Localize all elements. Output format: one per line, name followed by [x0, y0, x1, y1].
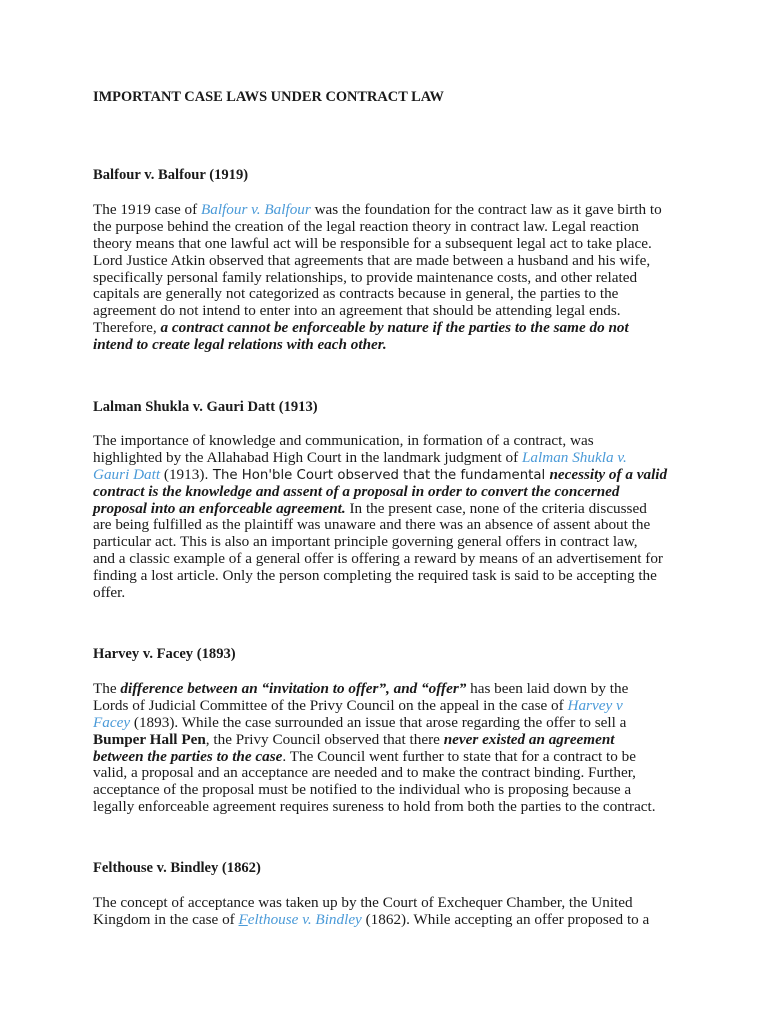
case-link-lalman-shukla[interactable]: Gauri Datt [93, 465, 161, 483]
paragraph-line [93, 467, 685, 484]
paragraph-line [93, 912, 685, 929]
emphasis-text: difference between an “invitation to offer”, and “offer” [120, 680, 467, 697]
paragraph-line [93, 698, 685, 715]
paragraph-line: and a classic example of a general offer is offering a reward by means of an advertisement for [93, 550, 663, 568]
paragraph-line: capitals are generally not categorized as contracts because in general, the parties to the [93, 285, 619, 303]
paragraph-line: the purpose behind the creation of the legal reaction theory in contract law. Legal reaction [93, 217, 639, 235]
emphasis-text: contract is the knowledge and assent of a proposal in order to convert the concerned [93, 482, 620, 500]
emphasis-text: a contract cannot be enforceable by nature if the parties to the same do not [160, 319, 629, 337]
text-run: Therefore, [93, 319, 161, 337]
text-run: was the foundation for the contract law as it gave birth to [310, 201, 662, 218]
paragraph-line: are being fulfilled as the plaintiff was unaware and there was an absence of assent about the [93, 516, 651, 534]
paragraph-line: particular act. This is also an important principle governing general offers in contract law, [93, 533, 638, 551]
case-paragraph-felthouse [93, 895, 685, 929]
text-run: Kingdom in the case of [93, 910, 239, 928]
paragraph-line [93, 732, 685, 749]
case-link-felthouse[interactable]: F [238, 910, 248, 928]
case-link-harvey[interactable]: Harvey v [567, 696, 623, 714]
paragraph-line [93, 450, 685, 467]
text-run: (1913) [160, 465, 205, 483]
text-run: . The Hon'ble Court observed that the fundamental [204, 467, 550, 483]
paragraph-line: theory means that one lawful act will be responsible for a subsequent legal act to take place. [93, 234, 652, 252]
text-run: highlighted by the Allahabad High Court in the landmark judgment of [93, 448, 522, 466]
paragraph-line [93, 202, 685, 219]
paragraph-line: specifically personal family relationships, to provide maintenance costs, and other related [93, 268, 638, 286]
paragraph-line: The importance of knowledge and communication, in formation of a contract, was [93, 432, 594, 449]
text-run: In the present case, none of the criteria discussed [345, 499, 647, 517]
paragraph-line: legally enforceable agreement requires sureness to hold from both the parties to the contract. [93, 798, 656, 816]
text-run: (1893). While the case surrounded an issue that arose regarding the offer to sell a [130, 713, 627, 731]
document-title: IMPORTANT CASE LAWS UNDER CONTRACT LAW [93, 89, 444, 105]
paragraph-line [93, 749, 685, 766]
emphasis-text: intend to create legal relations with each other. [93, 336, 387, 354]
paragraph-line: finding a lost article. Only the person completing the required task is said to be accepting the [93, 567, 657, 585]
case-paragraph-lalman-shukla [93, 433, 685, 602]
paragraph-line: agreement do not intend to enter into an agreement that should be attending legal ends. [93, 302, 621, 320]
emphasis-text: never existed an agreement [443, 730, 615, 748]
case-heading-balfour: Balfour v. Balfour (1919) [93, 167, 249, 183]
emphasis-text: between the parties to the case [93, 747, 283, 765]
text-run: . The Council went further to state that for a contract to be [282, 747, 636, 765]
case-link-lalman-shukla[interactable]: Lalman Shukla v. [521, 448, 627, 466]
paragraph-line: The concept of acceptance was taken up by the Court of Exchequer Chamber, the United [93, 894, 633, 911]
text-run: Lords of Judicial Committee of the Privy Council on the appeal in the case of [93, 696, 568, 714]
paragraph-line: Lord Justice Atkin observed that agreements that are made between a husband and his wife, [93, 251, 651, 269]
case-heading-harvey: Harvey v. Facey (1893) [93, 646, 236, 662]
case-link-felthouse[interactable]: elthouse v. Bindley [247, 910, 362, 928]
case-heading-lalman-shukla: Lalman Shukla v. Gauri Datt (1913) [93, 399, 318, 415]
case-link-balfour[interactable]: Balfour v. Balfour [200, 201, 311, 218]
text-run: , the Privy Council observed that there [205, 730, 444, 748]
text-run: The [93, 680, 121, 697]
text-run: has been laid down by the [466, 680, 629, 697]
paragraph-line [93, 320, 685, 337]
case-paragraph-balfour [93, 202, 685, 354]
paragraph-line: acceptance of the proposal must be notified to the individual who is proposing because a [93, 781, 632, 799]
text-run: The 1919 case of [93, 201, 201, 218]
paragraph-line [93, 501, 685, 518]
case-heading-felthouse: Felthouse v. Bindley (1862) [93, 860, 261, 876]
emphasis-text: proposal into an enforceable agreement. [93, 499, 346, 517]
bold-text: Bumper Hall Pen [93, 730, 206, 748]
case-paragraph-harvey [93, 681, 685, 816]
paragraph-line: offer. [93, 584, 126, 602]
text-run: (1862). While accepting an offer proposed to a [361, 910, 650, 928]
emphasis-text: necessity of a valid [549, 465, 668, 483]
case-link-harvey[interactable]: Facey [93, 713, 131, 731]
paragraph-line: valid, a proposal and an acceptance are needed and to make the contract binding. Further, [93, 764, 636, 782]
paragraph-line [93, 681, 685, 698]
paragraph-line [93, 715, 685, 732]
